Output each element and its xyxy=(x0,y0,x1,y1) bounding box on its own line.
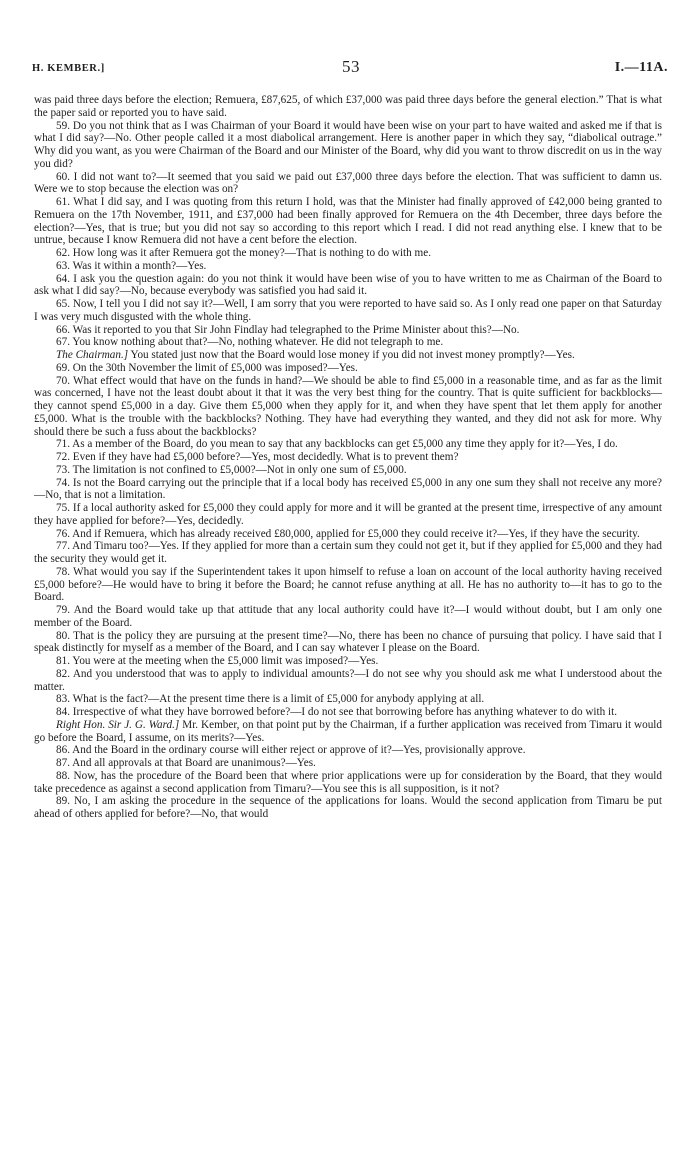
paragraph-text: You stated just now that the Board would lose money if you did not invest money promptly?—Yes. xyxy=(128,349,575,361)
paragraph-text: 61. What I did say, and I was quoting from this return I hold, was that the Minister had finally approved of £42,000 being granted to Remuera on the 17th November, 1911, and £37,000 had been finally approved for Remuera on the 4th December, three days before the election?—Yes, that is true; but you did not say so according to this report which I read. I did not read anything else. I knew that to be untrue, because I know Remuera did not have a cent before the election. xyxy=(34,196,662,247)
speaker-label: Right Hon. Sir J. G. Ward.] xyxy=(56,718,180,731)
paragraph-text: 65. Now, I tell you I did not say it?—Well, I am sorry that you were reported to have said so. As I only read one paper on that Saturday I was very much disgusted with the whole thing. xyxy=(34,298,662,323)
testimony-paragraph xyxy=(34,744,662,757)
page-number: 53 xyxy=(342,57,360,76)
testimony-paragraph xyxy=(34,94,662,120)
paragraph-text: Mr. Kember, on that point put by the Chairman, if a further application was received from Timaru it would go before the Board, I assume, on its merits?—Yes. xyxy=(34,718,662,744)
paragraph-text: 69. On the 30th November the limit of £5,000 was imposed?—Yes. xyxy=(56,361,358,374)
testimony-paragraph xyxy=(34,693,662,706)
testimony-paragraph xyxy=(34,795,662,821)
paragraph-text: 77. And Timaru too?—Yes. If they applied for more than a certain sum they could not get it, but if they applied for £5,000 and they had the security they would get it. xyxy=(34,540,662,565)
testimony-paragraph xyxy=(34,273,662,299)
testimony-paragraph xyxy=(34,477,662,503)
paragraph-text: 59. Do you not think that as I was Chairman of your Board it would have been wise on your part to have waited and asked me if that is what I did say?—No. Other people called it a most diabolical arrangement. Here is another paper in which they say, “diabolical outrage.” Why did you want, as you were Chairman of the Board and our Minister of the Board, why did you want to throw discredit on us in the way you did? xyxy=(34,119,662,170)
speaker-label: The Chairman.] xyxy=(56,349,129,361)
testimony-paragraph xyxy=(34,540,662,566)
testimony-paragraph xyxy=(34,349,662,362)
paragraph-text: 86. And the Board in the ordinary course will either reject or approve of it?—Yes, provisionally approve. xyxy=(56,744,526,757)
testimony-paragraph xyxy=(34,630,662,656)
paragraph-text: 67. You know nothing about that?—No, nothing whatever. He did not telegraph to me. xyxy=(56,336,444,349)
paragraph-text: 80. That is the policy they are pursuing at the present time?—No, there has been no chance of pursuing that policy. I have said that I speak distinctly for myself as a member of the Board, and I can say whatever I please on the Board. xyxy=(34,629,662,655)
paragraph-text: 66. Was it reported to you that Sir John Findlay had telegraphed to the Prime Minister about this?—No. xyxy=(56,323,520,336)
testimony-paragraph xyxy=(34,362,662,375)
testimony-paragraph xyxy=(34,336,662,349)
testimony-paragraph xyxy=(34,196,662,247)
testimony-text xyxy=(34,94,662,821)
paragraph-text: 60. I did not want to?—It seemed that you said we paid out £37,000 three days before the election. That was sufficient to damn us. Were we to stop because the election was on? xyxy=(34,170,662,196)
paragraph-text: 88. Now, has the procedure of the Board been that where prior applications were up for consideration by the Board, that they would take precedence as against a second application from Timaru?—You see this is all supposition, is it not? xyxy=(34,769,662,795)
paragraph-text: 76. And if Remuera, which has already received £80,000, applied for £5,000 they could receive it?—Yes, if they have the security. xyxy=(56,527,640,540)
testimony-paragraph xyxy=(34,706,662,719)
document-reference: I.—11A. xyxy=(614,60,668,75)
testimony-paragraph xyxy=(34,528,662,541)
paragraph-text: 81. You were at the meeting when the £5,000 limit was imposed?—Yes. xyxy=(56,655,379,667)
paragraph-text: 84. Irrespective of what they have borrowed before?—I do not see that borrowing before has anything whatever to do with it. xyxy=(56,706,618,718)
paragraph-text: 75. If a local authority asked for £5,000 they could apply for more and it will be granted at the present time, irrespective of any amount they have applied for before?—Yes, decidedly. xyxy=(34,502,662,527)
testimony-paragraph xyxy=(34,566,662,604)
testimony-paragraph xyxy=(34,375,662,439)
testimony-paragraph xyxy=(34,604,662,630)
testimony-paragraph xyxy=(34,324,662,337)
testimony-paragraph xyxy=(34,247,662,260)
paragraph-text: 89. No, I am asking the procedure in the sequence of the applications for loans. Would the second application from Timaru be put ahead of others applied for before?—No, that would xyxy=(34,795,662,820)
paragraph-text: 62. How long was it after Remuera got the money?—That is nothing to do with me. xyxy=(56,247,432,259)
testimony-paragraph xyxy=(34,719,662,745)
testimony-paragraph xyxy=(34,298,662,324)
testimony-paragraph xyxy=(34,260,662,273)
paragraph-text: 71. As a member of the Board, do you mean to say that any backblocks can get £5,000 any time they apply for it?—Yes, I do. xyxy=(56,438,618,451)
paragraph-text: 70. What effect would that have on the funds in hand?—We should be able to find £5,000 in a reasonable time, and as far as the limit was concerned, I have not the least doubt about it that it was the very best thing for the country. That is quite sufficient for backblocks—they cannot spend £5,000 in a day. Give them £5,000 when they apply for it, and when they have spent that let them apply for another £5,000. What is the trouble with the backblocks? Nothing. They have had everything they wanted, and they did not ask for more. Why should there be such a fuss about the backblocks? xyxy=(34,374,662,438)
testimony-paragraph xyxy=(34,502,662,528)
page-header xyxy=(32,57,670,81)
witness-name: H. KEMBER.] xyxy=(32,63,105,74)
testimony-paragraph xyxy=(34,451,662,464)
paragraph-text: 82. And you understood that was to apply to individual amounts?—I do not see why you should ask me what I understood about the matter. xyxy=(34,667,662,693)
testimony-paragraph xyxy=(34,171,662,197)
paragraph-text: 73. The limitation is not confined to £5,000?—Not in only one sum of £5,000. xyxy=(56,463,407,476)
paragraph-text: 72. Even if they have had £5,000 before?—Yes, most decidedly. What is to prevent them? xyxy=(56,451,459,463)
testimony-paragraph xyxy=(34,120,662,171)
testimony-paragraph xyxy=(34,770,662,796)
paragraph-text: 78. What would you say if the Superintendent takes it upon himself to refuse a loan on account of the local authority having received £5,000 before?—He would have to bring it before the Board; he cannot refuse anything at all. He has no authority to—it has to go to the Board. xyxy=(34,565,662,604)
paragraph-text: 87. And all approvals at that Board are unanimous?—Yes. xyxy=(56,757,316,769)
testimony-paragraph xyxy=(34,668,662,694)
testimony-paragraph xyxy=(34,757,662,770)
testimony-paragraph xyxy=(34,438,662,451)
paragraph-text: was paid three days before the election; Remuera, £87,625, of which £37,000 was paid three days before the general election.” That is what the paper said or reported you to have said. xyxy=(34,94,662,119)
testimony-paragraph xyxy=(34,655,662,668)
paragraph-text: 79. And the Board would take up that attitude that any local authority could have it?—I would without doubt, but I am only one member of the Board. xyxy=(34,604,662,629)
paragraph-text: 74. Is not the Board carrying out the principle that if a local body has received £5,000 in any one sum they shall not receive any more?—No, that is not a limitation. xyxy=(34,476,662,502)
paragraph-text: 63. Was it within a month?—Yes. xyxy=(56,259,207,272)
paragraph-text: 64. I ask you the question again: do you not think it would have been wise of you to have written to me as Chairman of the Board to ask what I did say?—No, because everybody was satisfied you had said it. xyxy=(34,272,662,298)
paragraph-text: 83. What is the fact?—At the present time there is a limit of £5,000 for anybody applying at all. xyxy=(56,693,485,706)
testimony-paragraph xyxy=(34,464,662,477)
